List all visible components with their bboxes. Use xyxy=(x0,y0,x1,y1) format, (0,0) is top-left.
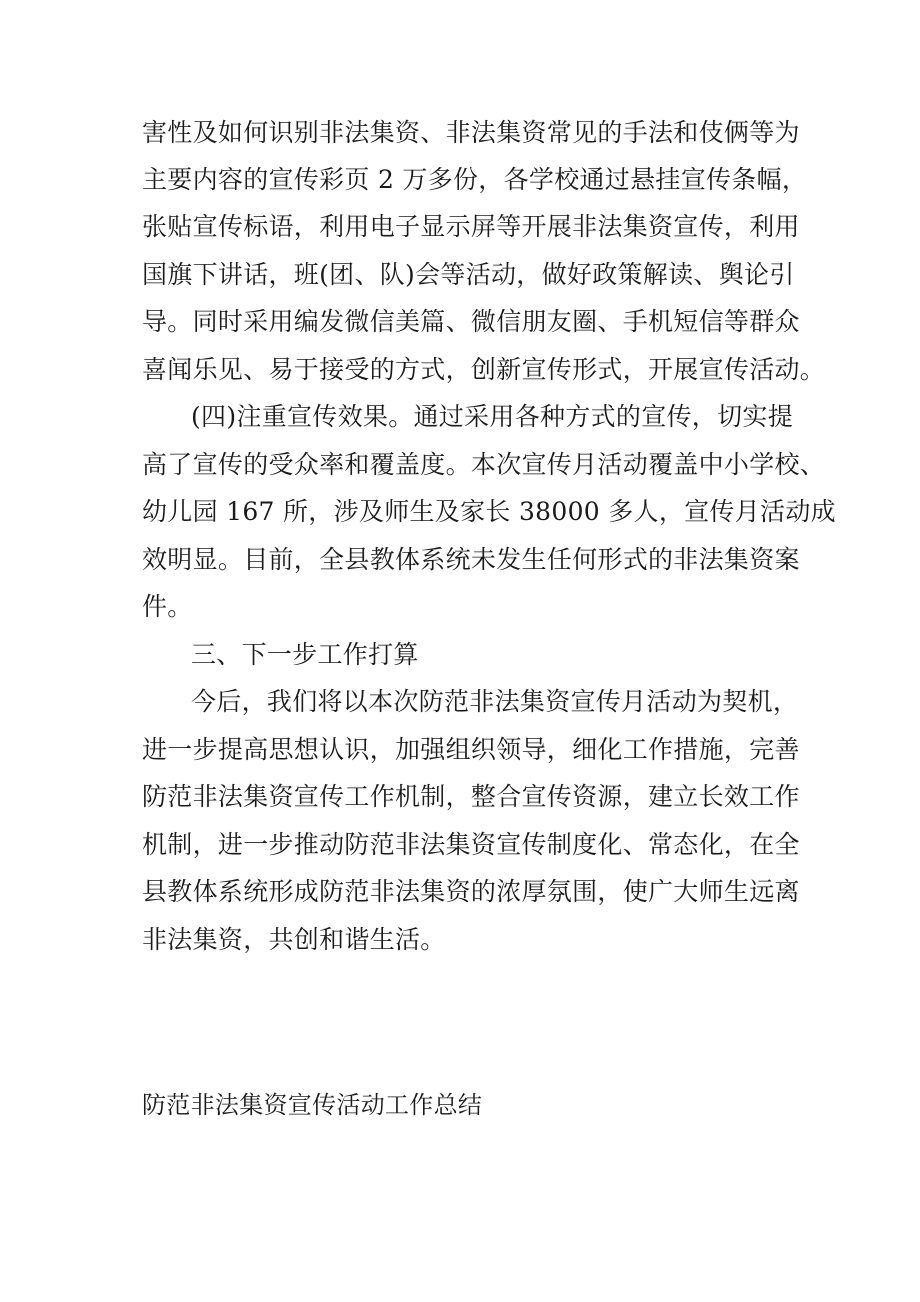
paragraph-line: 高了宣传的受众率和覆盖度。本次宣传月活动覆盖中小学校、 xyxy=(142,450,826,479)
paragraph-line: 张贴宣传标语，利用电子显示屏等开展非法集资宣传，利用 xyxy=(142,212,800,241)
paragraph-line: 防范非法集资宣传工作机制，整合宣传资源，建立长效工作 xyxy=(142,782,800,811)
paragraph-line: 害性及如何识别非法集资、非法集资常见的手法和伎俩等为 xyxy=(142,118,800,147)
paragraph-line: 进一步提高思想认识，加强组织领导，细化工作措施，完善 xyxy=(142,735,800,764)
paragraph-line: 非法集资，共创和谐生活。 xyxy=(142,925,446,954)
paragraph-line: 幼儿园 167 所，涉及师生及家长 38000 多人，宣传月活动成 xyxy=(142,497,836,526)
paragraph-line: 件。 xyxy=(142,592,193,621)
document-title: 防范非法集资宣传活动工作总结 xyxy=(142,1091,483,1119)
section-heading: 三、下一步工作打算 xyxy=(191,640,419,669)
paragraph-line: 机制，进一步推动防范非法集资宣传制度化、常态化，在全 xyxy=(142,830,800,859)
paragraph-line: 导。同时采用编发微信美篇、微信朋友圈、手机短信等群众 xyxy=(142,307,800,336)
paragraph-line: 效明显。目前，全县教体系统未发生任何形式的非法集资案 xyxy=(142,545,800,574)
paragraph-line: 国旗下讲话，班(团、队)会等活动，做好政策解读、舆论引 xyxy=(142,260,795,289)
paragraph-line: 主要内容的宣传彩页 2 万多份，各学校通过悬挂宣传条幅， xyxy=(142,165,808,194)
section-four-heading-line: (四)注重宣传效果。通过采用各种方式的宣传，切实提 xyxy=(191,402,794,431)
paragraph-line: 县教体系统形成防范非法集资的浓厚氛围，使广大师生远离 xyxy=(142,877,800,906)
paragraph-line: 今后，我们将以本次防范非法集资宣传月活动为契机， xyxy=(191,687,799,716)
paragraph-line: 喜闻乐见、易于接受的方式，创新宣传形式，开展宣传活动。 xyxy=(142,355,826,384)
